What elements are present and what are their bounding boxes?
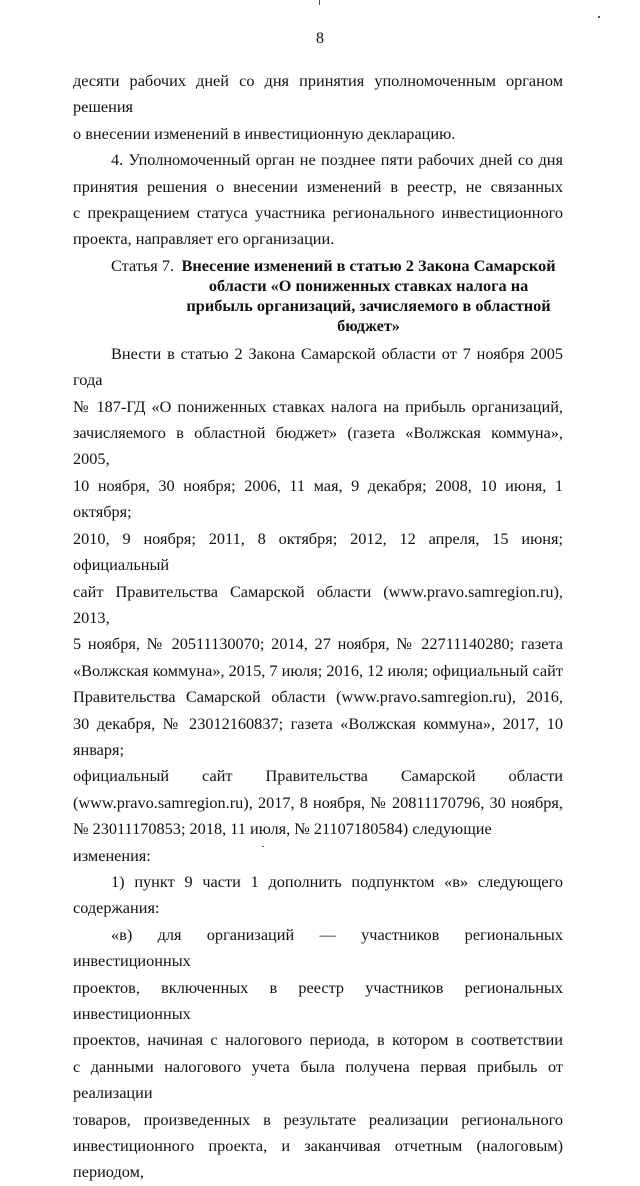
text-line: проекта, направляет его организации.	[73, 229, 335, 249]
text-line: проектов, начиная с налогового периода, в котором в соответствии	[73, 1030, 563, 1050]
text-line: 4. Уполномоченный орган не позднее пяти рабочих дней со дня	[111, 150, 563, 170]
article-label: Статья 7.	[111, 255, 175, 275]
text-line: 1) пункт 9 части 1 дополнить подпунктом «в» следующего	[111, 871, 563, 891]
text-line: «Волжская коммуна», 2015, 7 июля; 2016, 12 июля; официальный сайт	[73, 660, 563, 680]
text-line: 2010, 9 ноября; 2011, 8 октября; 2012, 12 апреля, 15 июня; официальный	[73, 528, 563, 575]
text-line: «в) для организаций — участников региональных инвестиционных	[73, 924, 563, 971]
text-line: содержания:	[73, 898, 160, 918]
text-line: № 23011170853; 2018, 11 июля, № 21107180584) следующие изменения:	[73, 819, 492, 865]
text-line: сайт Правительства Самарской области (www.pravo.samregion.ru), 2013,	[73, 581, 563, 627]
text-line: о внесении изменений в инвестиционную декларацию.	[73, 123, 456, 143]
text-line: 30 декабря, № 23012160837; газета «Волжская коммуна», 2017, 10 января;	[73, 713, 563, 759]
text-line: с данными налогового учета была получена первая прибыль от реализации	[73, 1056, 563, 1103]
document-body	[73, 68, 563, 1186]
text-line: принятия решения о внесении изменений в реестр, не связанных	[73, 176, 563, 196]
text-line: с прекращением статуса участника регионального инвестиционного	[73, 203, 563, 223]
text-line: 5 ноября, № 20511130070; 2014, 27 ноября, № 22711140280; газета	[73, 634, 563, 654]
text-line: проектов, включенных в реестр участников региональных инвестиционных	[73, 977, 563, 1023]
scan-mark-top	[319, 0, 320, 5]
article-heading	[73, 253, 563, 341]
text-line: товаров, произведенных в результате реализации регионального	[73, 1109, 563, 1129]
text-line: инвестиционного проекта, и заканчивая отчетным (налоговым) периодом,	[73, 1136, 563, 1182]
text-line: № 187-ГД «О пониженных ставках налога на прибыль организаций,	[73, 396, 563, 416]
text-line: зачисляемого в областной бюджет» (газета «Волжская коммуна», 2005,	[73, 423, 563, 469]
text-line: Внести в статью 2 Закона Самарской области от 7 ноября 2005 года	[73, 343, 563, 390]
article-title: Внесение изменений в статью 2 Закона Самарской области «О пониженных ставках налога на прибыль организаций, зачисляемого в областной бюджет»	[181, 255, 556, 335]
scan-mark-dot	[598, 16, 600, 18]
text-line: 10 ноября, 30 ноября; 2006, 11 мая, 9 декабря; 2008, 10 июня, 1 октября;	[73, 475, 563, 522]
text-line: Правительства Самарской области (www.pravo.samregion.ru), 2016,	[73, 687, 563, 707]
page-number: 8	[316, 30, 324, 47]
text-line: официальный сайт Правительства Самарской области	[73, 766, 563, 786]
text-line: десяти рабочих дней со дня принятия уполномоченным органом решения	[73, 71, 563, 117]
text-line: (www.pravo.samregion.ru), 2017, 8 ноября, № 20811170796, 30 ноября,	[73, 792, 563, 812]
